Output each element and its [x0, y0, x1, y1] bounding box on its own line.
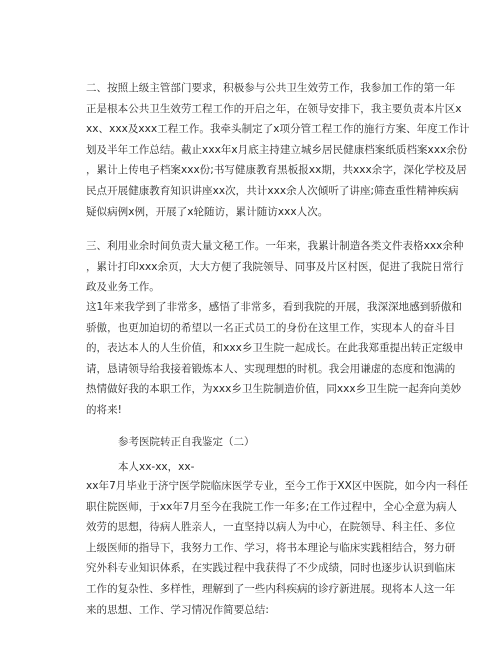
paragraph-secretarial-work: [86, 236, 464, 298]
text-line: 工作的复杂性、多样性，理解到了一些内科疾病的诊疗新进展。现将本人这一年: [86, 582, 456, 595]
text-line: ，累计上传电子档案xxx份;书写健康教育黑板报xx期，共xxx余字，深化学校及居: [86, 164, 467, 177]
text-line: 的将来!: [86, 403, 122, 416]
text-line: ，累计打印xxx余页，大大方便了我院领导、同事及片区村医，促进了我院日常行: [86, 260, 464, 273]
text-line: 二、按照上级主管部门要求，积极参与公共卫生效劳工作，我参加工作的第一年: [86, 82, 456, 94]
paragraph-self-assessment: [86, 476, 468, 620]
text-line: 究外科专业知识体系，在实践过程中我获得了不少成绩，同时也逐步认识到临床: [86, 562, 456, 575]
text-line: 这1年来我学到了非常多，感悟了非常多，看到我院的开展，我深深地感到骄傲和: [86, 301, 462, 313]
text-line: xx、xxx及xxx工程工作。我牵头制定了x项分管工程工作的施行方案、年度工作计: [86, 123, 470, 136]
text-line: 疑似病例x例，开展了x轮随访，累计随访xxx人次。: [86, 205, 329, 218]
paragraph-conclusion: [86, 297, 464, 421]
text-line: 来的思想、工作、学习情况作简要总结:: [86, 603, 269, 616]
text-line: 政及业务工作。: [86, 281, 160, 294]
text-line: 热情做好我的本职工作，为xxx乡卫生院制造价值，同xxx乡卫生院一起奔向美妙: [86, 383, 462, 396]
text-line: xx年7月毕业于济宁医学院临床医学专业，至今工作于XX区中医院，如今内一科任: [86, 480, 468, 492]
text-line: 骄傲，也更加迫切的希望以一名正式员工的身份在这里工作，实现本人的奋斗目: [86, 321, 456, 334]
text-line: 划及半年工作总结。截止xxx年x月底主持建立城乡居民健康档案纸质档案xxx余份: [86, 143, 468, 156]
text-line: 正是根本公共卫生效劳工程工作的开启之年，在领导安排下，我主要负责本片区x: [86, 102, 462, 115]
text-line: 民点开展健康教育知识讲座xx次，共计xxx余人次倾听了讲座;筛查重性精神疾病: [86, 184, 459, 197]
author-line: 本人xx-xx，xx-: [118, 461, 195, 473]
text-line: 职住院医师，于xx年7月至今在我院工作一年多;在工作过程中，全心全意为病人: [86, 500, 457, 513]
text-line: 的，表达本人的人生价值，和xxx乡卫生院一起成长。在此我郑重提出转正定级申: [86, 342, 464, 355]
paragraph-public-health-work: [86, 78, 470, 222]
text-line: 上级医师的指导下，我努力工作、学习，将书本理论与临床实践相结合，努力研: [86, 541, 456, 554]
text-line: 效劳的思想，待病人胜亲人，一直坚持以病人为中心，在院领导、科主任、多位: [86, 521, 456, 534]
text-line: 请，恳请领导给我接着锻炼本人、实现理想的时机。我会用谦虚的态度和饱满的: [86, 362, 456, 375]
text-line: 三、利用业余时间负责大量文秘工作。一年来，我累计制造各类文件表格xxx余种: [86, 240, 464, 252]
section-heading: 参考医院转正自我鉴定（二）: [118, 436, 255, 448]
